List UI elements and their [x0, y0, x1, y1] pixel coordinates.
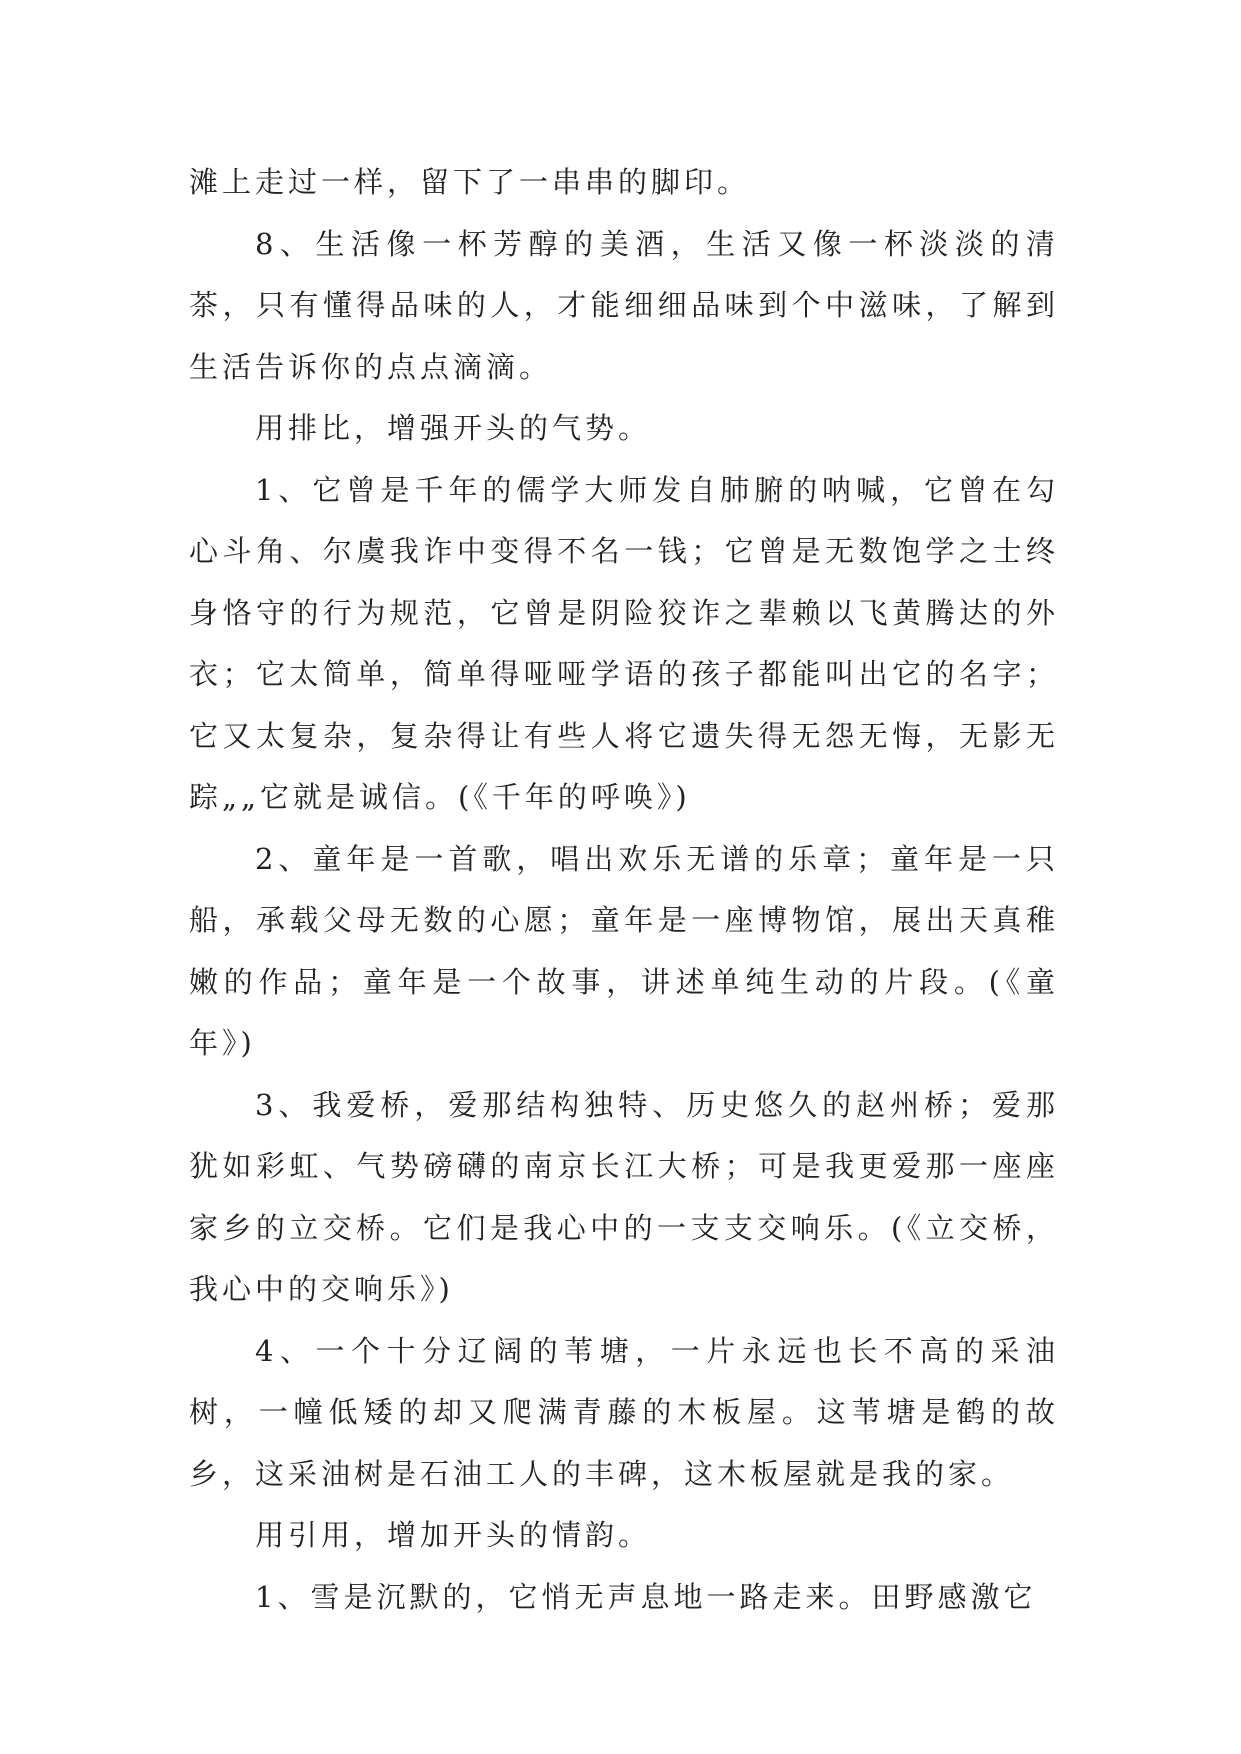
section-heading-quotation: 用引用，增加开头的情韵。: [255, 1518, 652, 1552]
paragraph-item-8: 8、生活像一杯芳醇的美酒，生活又像一杯淡淡的清茶，只有懂得品味的人，才能细细品味到个中滋味，了解到生活告诉你的点点滴滴。: [189, 226, 1059, 384]
paragraph-parallelism-4: 4、一个十分辽阔的苇塘，一片永远也长不高的采油树，一幢低矮的却又爬满青藤的木板屋。这苇塘是鹤的故乡，这采油树是石油工人的丰碑，这木板屋就是我的家。: [189, 1333, 1059, 1491]
section-heading-parallelism: 用排比，增强开头的气势。: [255, 411, 652, 445]
paragraph-parallelism-3: 3、我爱桥，爱那结构独特、历史悠久的赵州桥；爱那犹如彩虹、气势磅礴的南京长江大桥；可是我更爱那一座座家乡的立交桥。它们是我心中的一支支交响乐。(《立交桥，我心中的交响乐》): [189, 1087, 1059, 1306]
paragraph-parallelism-1: 1、它曾是千年的儒学大师发自肺腑的呐喊，它曾在勾心斗角、尔虞我诈中变得不名一钱；它曾是无数饱学之士终身恪守的行为规范，它曾是阴险狡诈之辈赖以飞黄腾达的外衣；它太简单，简单得哑哑学语的孩子都能叫出它的名字；它又太复杂，复杂得让有些人将它遗失得无怨无悔，无影无踪„„它就是诚信。(《千年的呼唤》): [189, 472, 1059, 814]
paragraph-quotation-1: 1、雪是沉默的，它悄无声息地一路走来。田野感激它: [255, 1579, 1037, 1614]
paragraph-continued: 滩上走过一样，留下了一串串的脚印。: [189, 165, 751, 199]
document-body: [189, 152, 1059, 1628]
paragraph-parallelism-2: 2、童年是一首歌，唱出欢乐无谱的乐章；童年是一只船，承载父母无数的心愿；童年是一座博物馆，展出天真稚嫩的作品；童年是一个故事，讲述单纯生动的片段。(《童年》): [189, 841, 1059, 1060]
